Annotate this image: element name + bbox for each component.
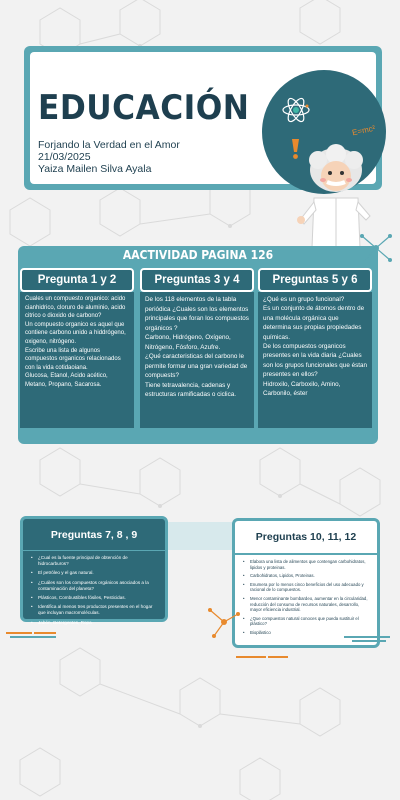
card-connector bbox=[168, 522, 232, 550]
list-item: • Jabón, Detergentes, Ropa bbox=[31, 620, 159, 626]
list-item: • ¿Cual es la fuente principal de obtención de hidrocarburos? bbox=[31, 555, 159, 567]
page-title: EDUCACIÓN bbox=[38, 88, 250, 128]
column-body-preguntas-5-6 bbox=[258, 292, 372, 428]
decorative-dash bbox=[268, 656, 288, 658]
column-text: De los compuestos organicos presentes en la vida diaria ¿Cuales son los grupos funcionales que éstan presentes en ellos? bbox=[263, 343, 367, 379]
column-text: Un compuesto organico es aquel que contiene carbono unido a hiddrógeno, oxigeno, nitrógeno. bbox=[25, 321, 126, 345]
column-body-preguntas-3-4 bbox=[140, 292, 254, 428]
column-text: ¿Qué caracteristicas del carbono le permite formar una gran variedad de compuests? bbox=[145, 353, 248, 379]
molecule-decoration-icon bbox=[206, 604, 242, 640]
page-date: 21/03/2025 bbox=[38, 151, 91, 163]
column-header-preguntas-5-6: Preguntas 5 y 6 bbox=[258, 268, 372, 292]
atom-icon bbox=[280, 94, 312, 126]
list-item: • ¿Que compuestos natural conoces que pueda sustituir el plástico? bbox=[243, 616, 371, 627]
list-item: • ¿Cuáles son los compuestos orgánicos asociados a la contaminación del planeta? bbox=[31, 580, 159, 592]
list-item: • Identifica al menos tres productos presentes en el hogar que incluyan macromoléculas. bbox=[31, 604, 159, 616]
activity-title: AACTIVIDAD PAGINA 126 bbox=[122, 248, 274, 262]
decorative-dash bbox=[352, 640, 386, 642]
author-name: Yaiza Mailen Silva Ayala bbox=[38, 163, 152, 175]
decorative-dash bbox=[344, 636, 390, 638]
card-header: Preguntas 7, 8 , 9 bbox=[23, 519, 165, 551]
molecule-decoration-icon bbox=[356, 228, 396, 268]
column-text: ¿Qué es un grupo funcional? bbox=[263, 296, 345, 303]
decorative-dash bbox=[34, 632, 56, 634]
column-text: Cuales un compuesto organico: acido cianhidrico, cloruro de aluminio, acido citrico o dioxido de carbono? bbox=[25, 296, 126, 320]
column-text: Tiene tetravalencia, cadenas y estructuras ramificadas o ciclica. bbox=[145, 381, 236, 398]
list-item: • El petróleo y el gas natural. bbox=[31, 570, 159, 576]
list-item: • Elabora una lista de alimentos que contengan carbohidratos, lipidos y proteinas. bbox=[243, 559, 371, 570]
list-item: • Enumera por lo menos cinco beneficios del uso adecuado y racional de lo compuestos. bbox=[243, 582, 371, 593]
list-item: • Plásticos, Combustibles fósiles, Pesticidas. bbox=[31, 595, 159, 601]
page-subtitle: Forjando la Verdad en el Amor bbox=[38, 139, 180, 151]
card-question-list bbox=[23, 551, 165, 626]
column-text: De los 118 elementos de la tabla periódica ¿Cuales son los elementos principales que foran los compuestos orgánicos ? bbox=[145, 296, 249, 332]
column-text: Escribe una lista de algunos compuestos organicos relacionados con la vida cotidaoiana. bbox=[25, 347, 121, 371]
decorative-dash bbox=[10, 636, 56, 638]
column-body-preguntas-1-2 bbox=[20, 292, 134, 428]
card-question-list bbox=[235, 555, 377, 636]
column-header-preguntas-3-4: Preguntas 3 y 4 bbox=[140, 268, 254, 292]
column-text: Carbono, Hidrógeno, Oxígeno, Nitrógeno, Fósforo, Azufre. bbox=[145, 334, 231, 351]
list-item: • Menor contaminante bombardeo, aumentar en la circularidad, reducción del consumo de recursos naturales, desarrollo, mayor eficiencia industrial. bbox=[243, 596, 371, 613]
column-text: Hidroxilo, Carboxilo, Amino, Carbonilo, éster bbox=[263, 380, 341, 398]
decorative-dash bbox=[236, 656, 266, 658]
list-item: • Bioplástico bbox=[243, 630, 371, 636]
card-preguntas-7-8-9 bbox=[20, 516, 168, 625]
card-header: Preguntas 10, 11, 12 bbox=[235, 521, 377, 555]
decorative-dash bbox=[6, 632, 32, 634]
card-preguntas-10-11-12 bbox=[232, 518, 380, 648]
column-text: Es un conjunto de átomos dentro de una molécula orgánica que determina sus propias propiedades químicas. bbox=[263, 305, 365, 341]
column-text: Glucosa, Etanol, Acido acético, Metano, Propano, Sacarosa. bbox=[25, 373, 108, 388]
column-header-preguntas-1-2: Pregunta 1 y 2 bbox=[20, 268, 134, 292]
formula-label: E=mc² bbox=[351, 123, 377, 138]
list-item: • Carbohidratos, Lipidos, Proteinas. bbox=[243, 573, 371, 579]
